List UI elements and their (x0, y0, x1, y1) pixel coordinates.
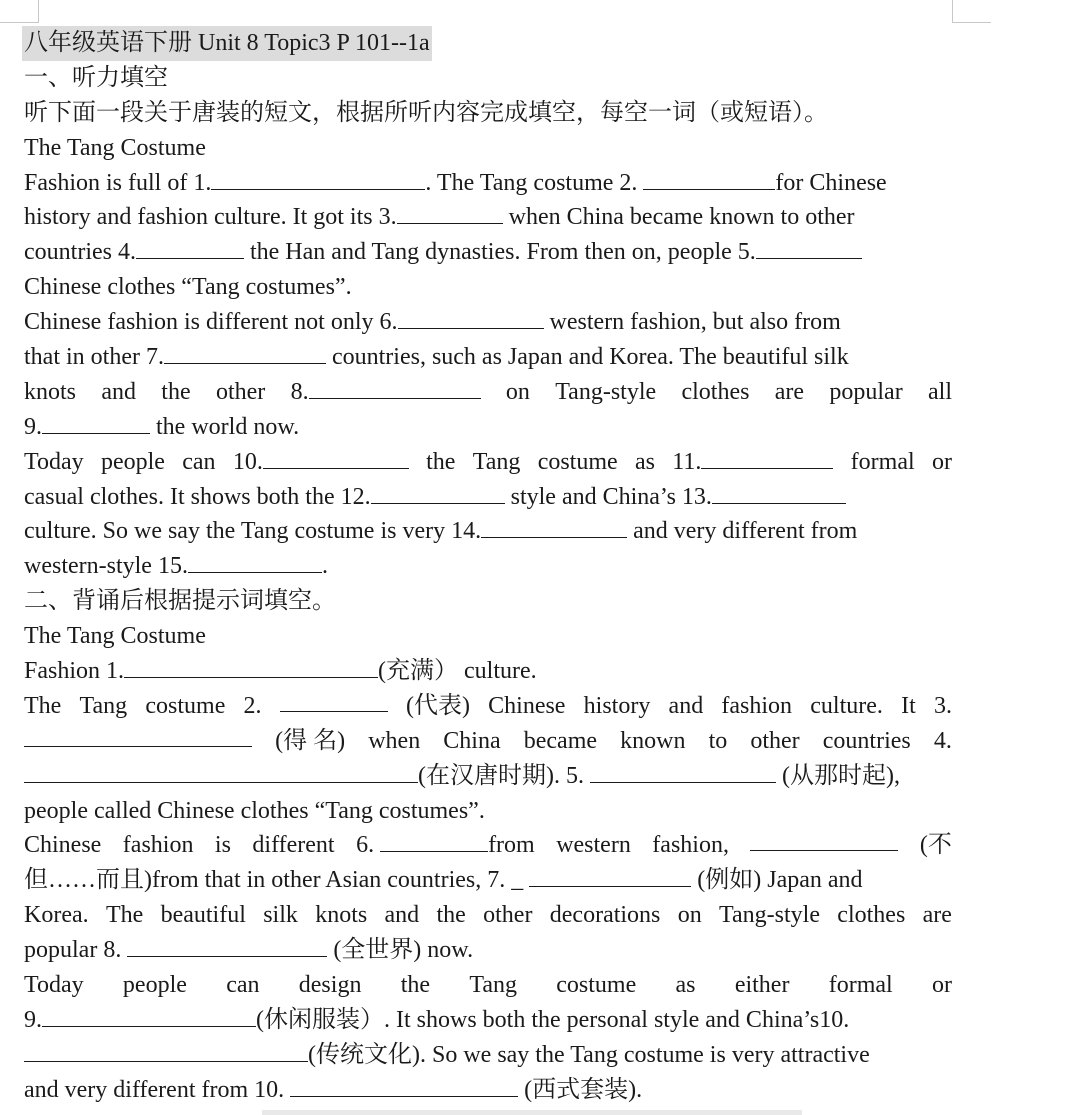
word: countries (822, 727, 911, 754)
word: Chinese (488, 692, 566, 719)
word: 2. (243, 692, 262, 719)
answer-blank-6[interactable] (398, 306, 544, 329)
text-segment: that in other 7. (24, 344, 164, 371)
text-segment: Chinese clothes “Tang costumes”. (24, 274, 352, 301)
word: (得 名) (275, 727, 346, 754)
word: and (384, 902, 420, 929)
blank-group (672, 445, 833, 480)
text-segment: culture. So we say the Tang costume is very 14. (24, 518, 482, 545)
text-segment: (传统文化). So we say the Tang costume is very attractive (308, 1041, 870, 1068)
word: Korea. (24, 902, 89, 929)
word: people (100, 448, 165, 475)
text-segment: Fashion 1. (24, 658, 125, 685)
answer-blank-2[interactable] (643, 167, 775, 190)
word: 4. (933, 727, 952, 754)
word: (代表) (405, 692, 470, 719)
text-segment: (在汉唐时期). 5. (418, 762, 584, 789)
text-segment: countries 4. (24, 239, 136, 266)
text-segment: (全世界) now. (333, 937, 474, 964)
passage-line (24, 270, 952, 305)
answer-blank-3[interactable] (24, 724, 252, 747)
word: decorations (549, 902, 661, 929)
answer-blank-not-only[interactable] (750, 828, 898, 851)
answer-blank-9[interactable] (42, 411, 150, 434)
text-segment: casual clothes. It shows both the 12. (24, 483, 371, 510)
word: either (734, 972, 790, 999)
word: different (252, 832, 335, 859)
word: China (443, 727, 501, 754)
word: 10. (232, 448, 263, 475)
word: knots (315, 902, 368, 929)
passage-line (24, 445, 952, 480)
passage-line (24, 654, 952, 689)
answer-blank-15[interactable] (188, 550, 322, 573)
word: the (400, 972, 431, 999)
answer-blank-9[interactable] (42, 1004, 256, 1027)
answer-blank-1[interactable] (124, 655, 378, 678)
word: knots (24, 378, 77, 405)
word: known (620, 727, 686, 754)
blank-group (356, 828, 535, 863)
passage-line (24, 689, 952, 724)
passage-line (24, 1038, 952, 1073)
word: history (583, 692, 651, 719)
document-title: 八年级英语下册 Unit 8 Topic3 P 101--1a (22, 26, 432, 61)
word: and (668, 692, 704, 719)
word: other (483, 902, 533, 929)
word: when (368, 727, 421, 754)
word: other (750, 727, 800, 754)
text-segment: people called Chinese clothes “Tang costumes”. (24, 797, 485, 824)
passage-title: The Tang Costume (24, 623, 206, 650)
word: It (901, 692, 916, 719)
word: Tang (472, 448, 521, 475)
text-segment: and very different from (633, 518, 858, 545)
answer-blank-2[interactable] (280, 689, 388, 712)
text-segment: western-style 15. (24, 553, 188, 580)
answer-blank-12[interactable] (371, 481, 505, 504)
answer-blank-1[interactable] (211, 167, 425, 190)
page-bottom-shade (262, 1110, 802, 1115)
answer-blank-8[interactable] (127, 934, 327, 957)
text-segment: style and China’s 13. (510, 483, 712, 510)
text-segment: (休闲服装）. It shows both the personal style and China’s10. (256, 1006, 850, 1033)
word: Tang (469, 972, 517, 999)
passage-line (24, 166, 952, 201)
passage-line (24, 968, 952, 1003)
text-segment: popular 8. (24, 937, 122, 964)
section-heading-listening: 一、听力填空 (24, 64, 168, 91)
word: Today (24, 972, 84, 999)
word: Today (24, 448, 84, 475)
answer-blank-10[interactable] (24, 1039, 308, 1062)
word: the (426, 448, 456, 475)
word: on (505, 378, 530, 405)
text-segment: (充满） culture. (378, 658, 537, 685)
passage-line (24, 410, 952, 445)
word: clothes (681, 378, 750, 405)
word: formal (828, 972, 893, 999)
text-segment: when China became known to other (508, 204, 855, 231)
answer-blank-10[interactable] (263, 446, 409, 469)
word: fashion (122, 832, 194, 859)
section-heading-recite: 二、背诵后根据提示词填空。 (24, 588, 336, 615)
text-segment: countries, such as Japan and Korea. The beautiful silk (331, 344, 849, 371)
word: from (488, 832, 535, 859)
word: costume (145, 692, 226, 719)
word: became (523, 727, 598, 754)
word: is (214, 832, 231, 859)
document-page (24, 26, 952, 1108)
passage-line (24, 514, 952, 549)
word: popular (829, 378, 903, 405)
passage-line (24, 724, 952, 759)
text-segment: Fashion is full of 1. (24, 169, 212, 196)
text-segment: Chinese fashion is different not only 6. (24, 309, 398, 336)
text-segment: . The Tang costume 2. (425, 169, 638, 196)
answer-blank-8[interactable] (309, 376, 481, 399)
passage-line (24, 933, 952, 968)
word: as (634, 448, 655, 475)
passage-line (24, 200, 952, 235)
word: or (931, 448, 952, 475)
blank-group (233, 445, 409, 480)
text-segment: and very different from 10. (24, 1076, 285, 1103)
word: The (105, 902, 144, 929)
answer-blank-5[interactable] (590, 760, 776, 783)
word: 8. (290, 378, 309, 405)
passage-line (24, 549, 952, 584)
answer-blank-11[interactable] (701, 446, 833, 469)
text-segment: (从那时起), (781, 762, 900, 789)
word: silk (263, 902, 298, 929)
word: can (226, 972, 260, 999)
word: design (298, 972, 362, 999)
word: culture. (810, 692, 883, 719)
word: clothes (837, 902, 906, 929)
word: 11. (672, 448, 702, 475)
word: on (677, 902, 702, 929)
text-segment: . (321, 553, 328, 580)
word: are (774, 378, 805, 405)
answer-blank-11[interactable] (290, 1074, 518, 1097)
passage-line (24, 828, 952, 863)
passage-line (24, 375, 952, 410)
text-segment: 但……而且)from that in other Asian countries, 7. _ (24, 867, 524, 894)
text-segment: the world now. (156, 413, 300, 440)
word: are (922, 902, 952, 929)
text-segment: western fashion, but also from (549, 309, 841, 336)
blank-group (291, 375, 481, 410)
word: beautiful (160, 902, 246, 929)
word: to (708, 727, 728, 754)
passage-line (24, 1003, 952, 1038)
passage-line (24, 794, 952, 829)
page-corner-mark-right (952, 0, 991, 23)
word: costume (537, 448, 618, 475)
word: the (161, 378, 191, 405)
word: formal (850, 448, 915, 475)
passage-line (24, 480, 952, 515)
word: Tang-style (719, 902, 820, 929)
answer-blank-7[interactable] (529, 864, 691, 887)
passage-line (24, 863, 952, 898)
word: Tang (79, 692, 128, 719)
passage-line (24, 1073, 952, 1108)
answer-blank-6[interactable] (380, 829, 488, 852)
word: 3. (933, 692, 952, 719)
word: as (675, 972, 696, 999)
passage-line (24, 898, 952, 933)
passage-line (24, 759, 952, 794)
word: all (928, 378, 952, 405)
word: fashion, (652, 832, 729, 859)
word: (不 (919, 832, 952, 859)
passage-title: The Tang Costume (24, 134, 206, 161)
passage-line (24, 235, 952, 270)
word: western (556, 832, 631, 859)
text-segment: 9. (24, 413, 42, 440)
answer-blank-7[interactable] (164, 341, 326, 364)
word: or (932, 972, 952, 999)
answer-blank-4[interactable] (136, 236, 244, 259)
text-segment: the Han and Tang dynasties. From then on, people 5. (249, 239, 756, 266)
word: Chinese (24, 832, 102, 859)
word: fashion (721, 692, 793, 719)
word: can (182, 448, 216, 475)
answer-blank-3[interactable] (397, 201, 503, 224)
word: the (436, 902, 466, 929)
listening-instruction: 听下面一段关于唐装的短文，根据所听内容完成填空，每空一词（或短语）。 (24, 99, 828, 126)
answer-blank-5[interactable] (756, 236, 862, 259)
answer-blank-13[interactable] (712, 481, 846, 504)
word: other (215, 378, 266, 405)
text-segment: history and fashion culture. It got its 3. (24, 204, 397, 231)
text-segment: 9. (24, 1006, 42, 1033)
answer-blank-4[interactable] (24, 760, 418, 783)
page-corner-mark-left (0, 0, 39, 23)
word: costume (556, 972, 637, 999)
text-segment: (西式套装). (524, 1076, 643, 1103)
document-title-line (24, 26, 952, 61)
text-segment: (例如) Japan and (697, 867, 863, 894)
word: Tang-style (555, 378, 657, 405)
word: people (122, 972, 187, 999)
word: 6. (356, 832, 375, 859)
answer-blank-14[interactable] (481, 515, 627, 538)
word: The (24, 692, 62, 719)
passage-line (24, 305, 952, 340)
word: and (101, 378, 136, 405)
passage-line (24, 340, 952, 375)
text-segment: for Chinese (775, 169, 887, 196)
